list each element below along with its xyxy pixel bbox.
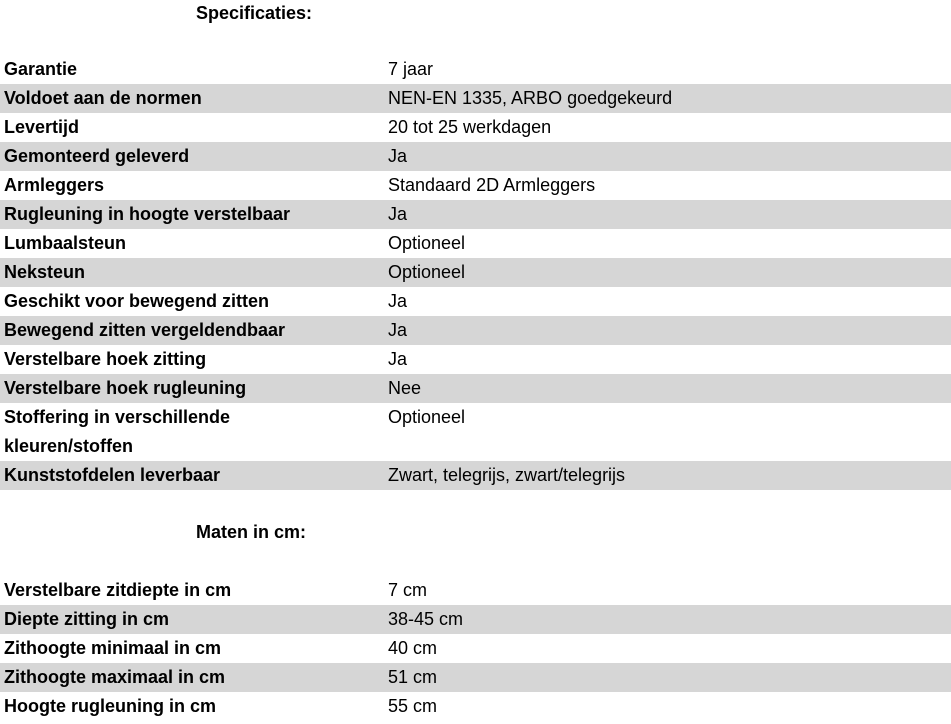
spec-value: Ja [388, 291, 408, 311]
spec-label: Bewegend zitten vergeldendbaar [4, 320, 286, 340]
maten-label: Zithoogte minimaal in cm [4, 638, 222, 658]
maten-row-zitdiepte [0, 576, 951, 605]
maten-table [0, 576, 951, 721]
spec-label: Lumbaalsteun [4, 233, 127, 253]
maten-value: 51 cm [388, 667, 438, 687]
spec-label: Rugleuning in hoogte verstelbaar [4, 204, 291, 224]
maten-row-zithoogte-min [0, 634, 951, 663]
maten-row-hoogte-rugleuning [0, 692, 951, 721]
spec-label: Geschikt voor bewegend zitten [4, 291, 270, 311]
spec-row-kunststofdelen [0, 461, 951, 490]
spec-label: Voldoet aan de normen [4, 88, 202, 108]
spec-value: Optioneel [388, 262, 466, 282]
maten-row-zithoogte-max [0, 663, 951, 692]
spec-label: Verstelbare hoek zitting [4, 349, 207, 369]
spec-label: Levertijd [4, 117, 80, 137]
spec-value: Zwart, telegrijs, zwart/telegrijs [388, 465, 626, 485]
spec-row-rugleuning-hoogte [0, 200, 951, 229]
spec-row-bewegend-zitten [0, 287, 951, 316]
spec-value: Ja [388, 349, 408, 369]
specificaties-title: Specificaties: [196, 3, 313, 23]
maten-title: Maten in cm: [196, 522, 307, 542]
spec-value: 7 jaar [388, 59, 434, 79]
maten-label: Verstelbare zitdiepte in cm [4, 580, 232, 600]
spec-row-hoek-rugleuning [0, 374, 951, 403]
spec-value: Optioneel [388, 233, 466, 253]
spec-row-armleggers [0, 171, 951, 200]
spec-label: Stoffering in verschillende kleuren/stoffen [4, 407, 231, 456]
spec-value: Standaard 2D Armleggers [388, 175, 596, 195]
spec-row-gemonteerd [0, 142, 951, 171]
maten-value: 55 cm [388, 696, 438, 716]
maten-label: Zithoogte maximaal in cm [4, 667, 226, 687]
spec-value: 20 tot 25 werkdagen [388, 117, 552, 137]
spec-row-stoffering [0, 403, 951, 461]
spec-value: Optioneel [388, 407, 466, 427]
spec-label: Armleggers [4, 175, 105, 195]
spec-row-garantie [0, 55, 951, 84]
spec-label: Garantie [4, 59, 78, 79]
spec-label: Gemonteerd geleverd [4, 146, 190, 166]
spec-value: Ja [388, 320, 408, 340]
maten-label: Diepte zitting in cm [4, 609, 170, 629]
spec-row-levertijd [0, 113, 951, 142]
spec-label: Kunststofdelen leverbaar [4, 465, 221, 485]
specificaties-table [0, 55, 951, 490]
spec-label: Verstelbare hoek rugleuning [4, 378, 247, 398]
spec-row-hoek-zitting [0, 345, 951, 374]
maten-row-diepte-zitting [0, 605, 951, 634]
spec-row-normen [0, 84, 951, 113]
maten-value: 7 cm [388, 580, 428, 600]
spec-row-lumbaalsteun [0, 229, 951, 258]
maten-label: Hoogte rugleuning in cm [4, 696, 216, 716]
spec-value: Ja [388, 146, 408, 166]
spec-row-neksteun [0, 258, 951, 287]
spec-row-vergeldendbaar [0, 316, 951, 345]
maten-value: 38-45 cm [388, 609, 464, 629]
maten-value: 40 cm [388, 638, 438, 658]
spec-value: Nee [388, 378, 422, 398]
spec-value: NEN-EN 1335, ARBO goedgekeurd [388, 88, 673, 108]
spec-label: Neksteun [4, 262, 86, 282]
spec-value: Ja [388, 204, 408, 224]
